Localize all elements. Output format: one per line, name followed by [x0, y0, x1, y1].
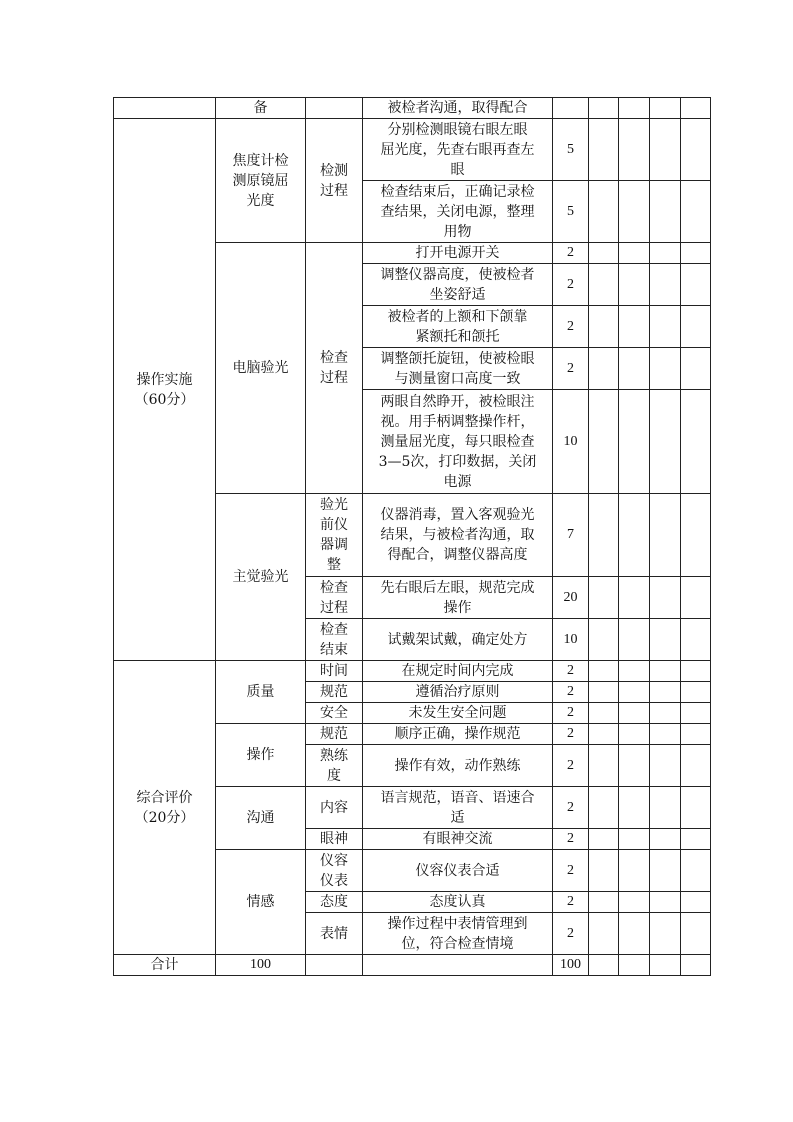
criteria-cell: 检查结束后，正确记录检 查结果，关闭电源，整理 用物	[363, 181, 553, 243]
criteria-cell: 态度认真	[363, 892, 553, 913]
score-cell: 2	[553, 682, 589, 703]
table-cell	[619, 619, 650, 661]
table-cell	[589, 829, 619, 850]
category-cell: 备	[216, 98, 306, 119]
table-cell	[650, 745, 681, 787]
table-cell	[681, 850, 711, 892]
table-cell	[589, 703, 619, 724]
table-cell	[650, 850, 681, 892]
table-row	[114, 661, 711, 682]
criteria-cell: 语言规范，语音、语速合 适	[363, 787, 553, 829]
table-cell	[619, 829, 650, 850]
table-cell	[619, 306, 650, 348]
table-row	[114, 955, 711, 976]
table-cell	[589, 98, 619, 119]
table-cell	[589, 913, 619, 955]
category-zhiliang: 质量	[216, 661, 306, 724]
table-cell	[650, 682, 681, 703]
table-cell	[619, 850, 650, 892]
table-cell	[553, 98, 589, 119]
score-cell: 2	[553, 703, 589, 724]
scoring-table	[113, 97, 711, 976]
step-cell: 规范	[306, 724, 363, 745]
table-cell	[589, 955, 619, 976]
criteria-cell: 顺序正确，操作规范	[363, 724, 553, 745]
table-cell	[650, 577, 681, 619]
score-cell: 2	[553, 724, 589, 745]
table-cell	[589, 306, 619, 348]
table-cell	[681, 745, 711, 787]
total-label: 合计	[114, 955, 216, 976]
table-cell	[619, 98, 650, 119]
category-diannao: 电脑验光	[216, 243, 306, 494]
score-cell: 5	[553, 119, 589, 181]
score-cell: 2	[553, 850, 589, 892]
table-cell	[681, 348, 711, 390]
table-cell	[619, 787, 650, 829]
step-cell: 检查 过程	[306, 577, 363, 619]
table-cell	[619, 745, 650, 787]
table-cell	[681, 955, 711, 976]
table-cell	[650, 787, 681, 829]
step-cell: 熟练 度	[306, 745, 363, 787]
table-row	[114, 98, 711, 119]
criteria-cell: 调整颌托旋钮，使被检眼 与测量窗口高度一致	[363, 348, 553, 390]
table-cell	[589, 119, 619, 181]
table-cell	[619, 181, 650, 243]
table-cell	[650, 661, 681, 682]
table-cell	[681, 119, 711, 181]
table-cell	[650, 119, 681, 181]
table-cell	[619, 348, 650, 390]
table-cell	[589, 390, 619, 494]
table-cell	[681, 577, 711, 619]
table-cell	[589, 682, 619, 703]
step-cell: 安全	[306, 703, 363, 724]
table-cell	[619, 264, 650, 306]
table-cell	[681, 494, 711, 577]
table-cell	[589, 724, 619, 745]
step-cell: 态度	[306, 892, 363, 913]
score-cell: 5	[553, 181, 589, 243]
criteria-cell: 被检者沟通，取得配合	[363, 98, 553, 119]
criteria-cell: 有眼神交流	[363, 829, 553, 850]
criteria-cell: 操作过程中表情管理到 位，符合检查情境	[363, 913, 553, 955]
table-cell	[681, 829, 711, 850]
score-cell: 2	[553, 243, 589, 264]
table-cell	[619, 703, 650, 724]
table-cell	[363, 955, 553, 976]
section-operation: 操作实施 （60分）	[114, 119, 216, 661]
table-cell	[681, 892, 711, 913]
criteria-cell: 未发生安全问题	[363, 703, 553, 724]
total-score: 100	[553, 955, 589, 976]
table-cell	[681, 243, 711, 264]
table-cell	[650, 98, 681, 119]
table-cell	[650, 829, 681, 850]
criteria-cell: 遵循治疗原则	[363, 682, 553, 703]
table-cell	[681, 390, 711, 494]
table-cell	[681, 682, 711, 703]
criteria-cell: 试戴架试戴，确定处方	[363, 619, 553, 661]
table-cell	[589, 892, 619, 913]
table-cell	[619, 913, 650, 955]
table-cell	[589, 264, 619, 306]
table-cell	[681, 306, 711, 348]
criteria-cell: 先右眼后左眼，规范完成 操作	[363, 577, 553, 619]
table-cell	[619, 892, 650, 913]
table-cell	[681, 787, 711, 829]
table-cell	[650, 913, 681, 955]
criteria-cell: 调整仪器高度，使被检者 坐姿舒适	[363, 264, 553, 306]
criteria-cell: 打开电源开关	[363, 243, 553, 264]
table-cell	[619, 724, 650, 745]
step-cell: 内容	[306, 787, 363, 829]
table-cell	[619, 390, 650, 494]
step-cell: 时间	[306, 661, 363, 682]
step-cell: 检查 结束	[306, 619, 363, 661]
table-cell	[650, 390, 681, 494]
table-cell	[681, 703, 711, 724]
table-cell	[650, 181, 681, 243]
table-cell	[619, 577, 650, 619]
table-cell	[650, 348, 681, 390]
table-cell	[306, 955, 363, 976]
table-cell	[650, 724, 681, 745]
table-cell	[589, 494, 619, 577]
table-cell	[650, 892, 681, 913]
score-cell: 2	[553, 348, 589, 390]
total-value: 100	[216, 955, 306, 976]
step-cell: 检测 过程	[306, 119, 363, 243]
table-cell	[589, 243, 619, 264]
criteria-cell: 操作有效，动作熟练	[363, 745, 553, 787]
criteria-cell: 仪容仪表合适	[363, 850, 553, 892]
table-row	[114, 119, 711, 181]
step-cell: 仪容 仪表	[306, 850, 363, 892]
table-cell	[650, 243, 681, 264]
table-cell	[681, 264, 711, 306]
table-cell	[589, 348, 619, 390]
table-cell	[589, 577, 619, 619]
score-cell: 2	[553, 787, 589, 829]
table-cell	[650, 306, 681, 348]
criteria-cell: 两眼自然睁开，被检眼注 视。用手柄调整操作杆， 测量屈光度，每只眼检查 3—5次，打印数据，关闭 电源	[363, 390, 553, 494]
step-cell: 眼神	[306, 829, 363, 850]
criteria-cell: 被检者的上额和下颌靠 紧额托和颌托	[363, 306, 553, 348]
score-cell: 2	[553, 829, 589, 850]
category-goutong: 沟通	[216, 787, 306, 850]
table-cell	[589, 181, 619, 243]
table-cell	[650, 264, 681, 306]
score-cell: 2	[553, 264, 589, 306]
table-cell	[681, 181, 711, 243]
table-cell	[681, 724, 711, 745]
step-cell: 表情	[306, 913, 363, 955]
table-cell	[681, 661, 711, 682]
step-cell: 检查 过程	[306, 243, 363, 494]
table-cell	[650, 703, 681, 724]
table-cell	[681, 619, 711, 661]
score-cell: 10	[553, 619, 589, 661]
table-cell	[619, 119, 650, 181]
score-cell: 2	[553, 745, 589, 787]
table-cell	[589, 661, 619, 682]
score-cell: 2	[553, 892, 589, 913]
score-cell: 2	[553, 661, 589, 682]
table-cell	[681, 913, 711, 955]
table-cell	[589, 745, 619, 787]
score-cell: 2	[553, 306, 589, 348]
table-cell	[589, 850, 619, 892]
step-cell: 规范	[306, 682, 363, 703]
score-cell: 20	[553, 577, 589, 619]
table-cell	[650, 955, 681, 976]
table-cell	[589, 787, 619, 829]
score-cell: 2	[553, 913, 589, 955]
criteria-cell: 分别检测眼镜右眼左眼 屈光度，先查右眼再查左 眼	[363, 119, 553, 181]
table-cell	[114, 98, 216, 119]
score-cell: 7	[553, 494, 589, 577]
table-cell	[619, 682, 650, 703]
table-cell	[619, 661, 650, 682]
table-cell	[650, 494, 681, 577]
category-caozuo: 操作	[216, 724, 306, 787]
section-eval: 综合评价 （20分）	[114, 661, 216, 955]
table-cell	[619, 955, 650, 976]
category-zhujue: 主觉验光	[216, 494, 306, 661]
criteria-cell: 在规定时间内完成	[363, 661, 553, 682]
table-cell	[306, 98, 363, 119]
table-cell	[619, 494, 650, 577]
step-cell: 验光 前仪 器调 整	[306, 494, 363, 577]
table-cell	[589, 619, 619, 661]
table-cell	[619, 243, 650, 264]
category-jiaoduji: 焦度计检 测原镜屈 光度	[216, 119, 306, 243]
category-qinggan: 情感	[216, 850, 306, 955]
score-cell: 10	[553, 390, 589, 494]
table-cell	[681, 98, 711, 119]
criteria-cell: 仪器消毒，置入客观验光 结果，与被检者沟通，取 得配合，调整仪器高度	[363, 494, 553, 577]
table-cell	[650, 619, 681, 661]
